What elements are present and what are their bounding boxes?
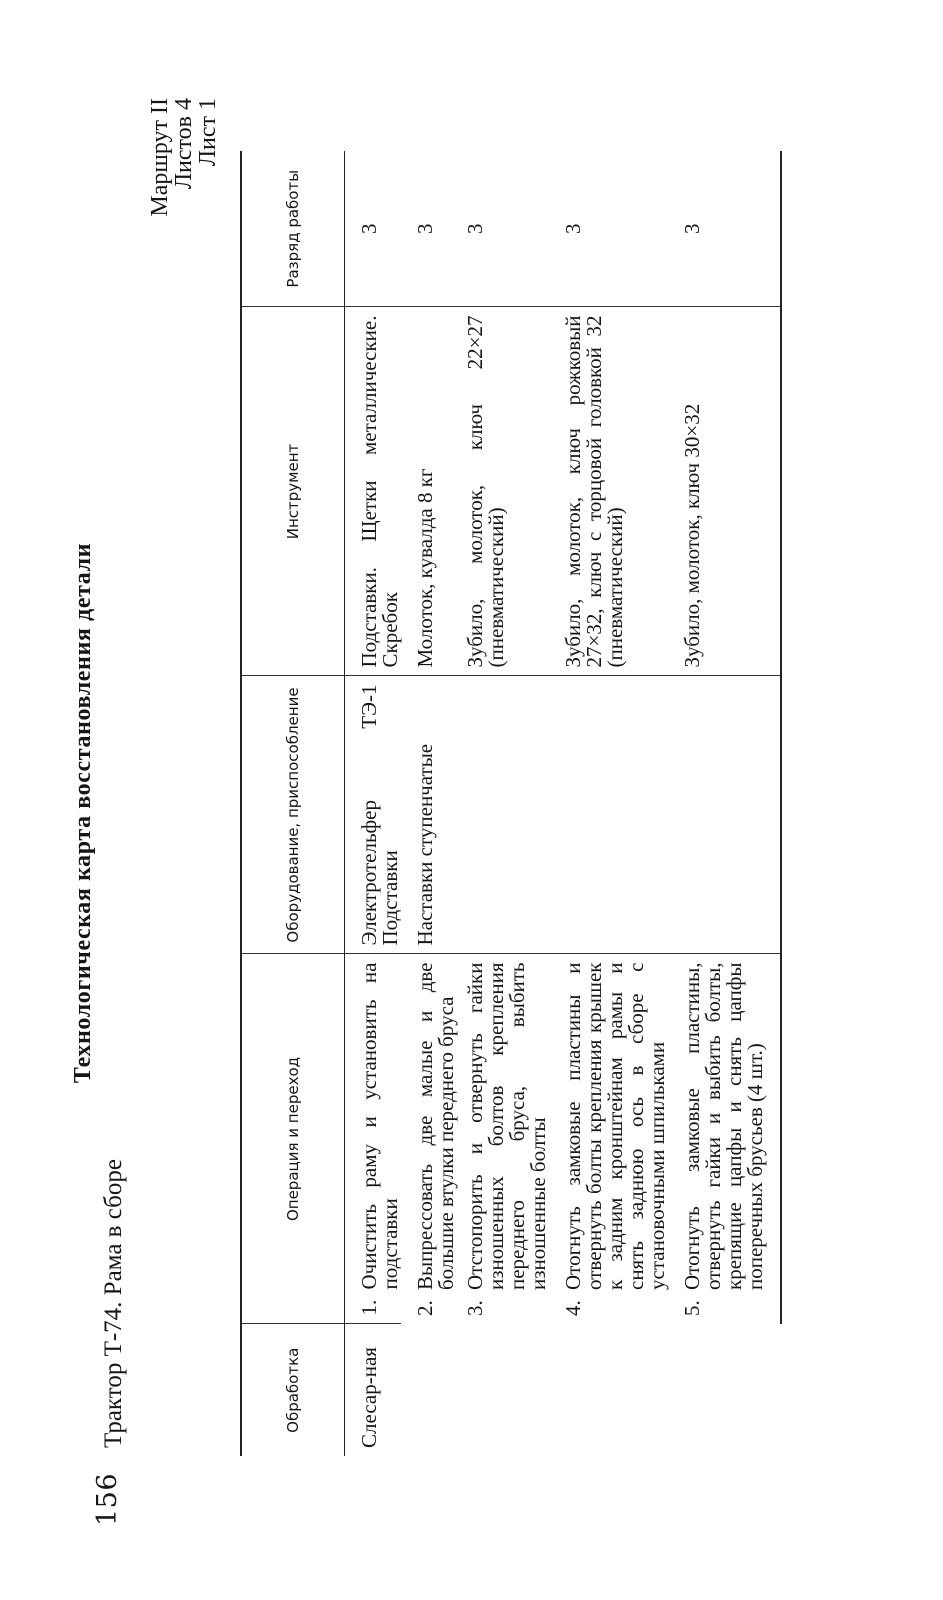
equipment-cell — [668, 676, 781, 954]
tool-cell: Зубило, молоток, ключ рожковый 27×32, ключ с торцовой головкой 32 (пневматический) — [549, 307, 668, 676]
grade-cell: 3 — [345, 151, 402, 307]
grade-cell: 3 — [457, 151, 549, 307]
tool-cell: Зубило, молоток, ключ 22×27 (пневматический) — [457, 307, 549, 676]
operation-text: Отогнуть замковые пластины, отвернуть гайки и выбить болты, крепящие цапфы и снять цапфы поперечных брусьев (4 шт.) — [680, 962, 767, 1290]
route-label: Маршрут II — [147, 98, 173, 217]
header-processing: Обработка — [284, 1347, 302, 1433]
operation-cell — [668, 954, 781, 1324]
header-equipment: Оборудование, приспособление — [241, 676, 345, 954]
grade-cell: 3 — [401, 151, 457, 307]
page-number: 156 — [92, 1472, 123, 1526]
operation-number: 5. — [680, 1300, 704, 1316]
operation-number: 3. — [463, 1300, 487, 1316]
operation-cell — [457, 954, 549, 1324]
operation-text: Выпрессовать две малые и две большие втулки переднего бруса — [413, 962, 458, 1290]
grade-cell: 3 — [549, 151, 668, 307]
grade-cell: 3 — [668, 151, 781, 307]
tool-cell: Молоток, кувалда 8 кг — [401, 307, 457, 676]
equipment-cell: Электротельфер ТЭ-1 Подставки — [345, 676, 402, 954]
operation-text: Очистить раму и установить на подставки — [357, 962, 402, 1290]
header-operation: Операция и переход — [241, 954, 345, 1324]
tool-cell: Подставки. Щетки металлические. Скребок — [345, 307, 402, 676]
operation-text: Отогнуть замковые пластины и отвернуть болты крепления крышек к задним кронштейнам рамы и снять заднюю ось в сборе с установочными шпильками — [561, 962, 669, 1290]
route-info — [148, 98, 220, 217]
sheet-number: Лист 1 — [195, 98, 221, 167]
table-row — [345, 151, 402, 1456]
table-row — [457, 151, 549, 1456]
operation-text: Отстопорить и отвернуть гайки изношенных болтов крепления переднего бруса, выбить изношенные болты — [463, 962, 550, 1290]
sheets-count: Листов 4 — [171, 98, 197, 190]
equipment-cell — [549, 676, 668, 954]
operation-number: 2. — [413, 1300, 437, 1316]
table-row — [549, 151, 668, 1456]
rotated-page — [0, 98, 860, 1528]
processing-type: Слесар-ная — [357, 1347, 381, 1448]
operation-cell — [345, 954, 402, 1324]
equipment-cell: Наставки ступенчатые — [401, 676, 457, 954]
process-table — [240, 151, 782, 1456]
equipment-cell — [457, 676, 549, 954]
header-grade: Разряд работы — [241, 151, 345, 307]
operation-cell — [549, 954, 668, 1324]
tool-cell: Зубило, молоток, ключ 30×32 — [668, 307, 781, 676]
document-subtitle: Трактор Т-74. Рама в сборе — [100, 1159, 127, 1448]
document-title: Технологическая карта восстановления детали — [70, 542, 96, 1084]
table-row — [401, 151, 457, 1456]
operation-number: 4. — [561, 1300, 585, 1316]
operation-number: 1. — [357, 1299, 381, 1316]
header-tool: Инструмент — [241, 307, 345, 676]
table-header-row — [241, 151, 345, 1456]
table-row — [668, 151, 781, 1456]
operation-cell — [401, 954, 457, 1324]
